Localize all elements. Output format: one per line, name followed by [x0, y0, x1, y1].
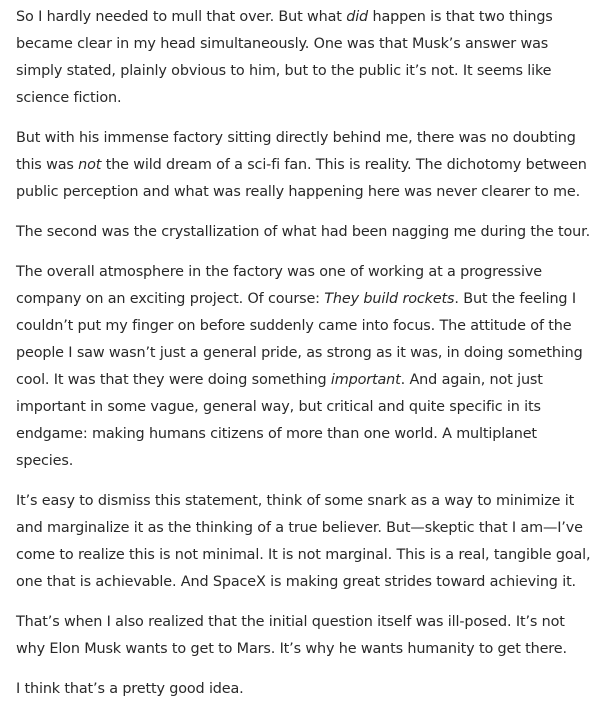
text-run: the wild dream of a sci-fi fan. This is reality. The dichotomy between public perception and what was really happening here was never clearer to me.	[16, 157, 587, 200]
emphasis-text: important	[330, 372, 401, 388]
emphasis-text: They build rockets	[324, 291, 455, 307]
emphasis-text: not	[78, 157, 102, 173]
text-run: But with his immense factory sitting directly behind me, there was no doubting this was	[16, 130, 576, 173]
text-run: The overall atmosphere in the factory was one of working at a progressive company on an exciting project. Of course:	[16, 264, 542, 307]
paragraph-1	[16, 4, 594, 112]
text-run: The second was the crystallization of what had been nagging me during the tour.	[16, 224, 591, 240]
paragraph-4	[16, 259, 594, 475]
text-run: happen is that two things became clear in my head simultaneously. One was that Musk’s answer was simply stated, plainly obvious to him, but to the public it’s not. It seems like science fiction.	[16, 9, 553, 106]
text-run: That’s when I also realized that the initial question itself was ill-posed. It’s not why Elon Musk wants to get to Mars. It’s why he wants humanity to get there.	[16, 614, 567, 657]
paragraph-7	[16, 676, 594, 703]
paragraph-6	[16, 609, 594, 663]
text-run: . And again, not just important in some vague, general way, but critical and quite specific in its endgame: making humans citizens of more than one world. A multiplanet species.	[16, 372, 543, 469]
paragraph-2	[16, 125, 594, 206]
text-run: I think that’s a pretty good idea.	[16, 681, 244, 697]
paragraph-3	[16, 219, 594, 246]
text-run: So I hardly needed to mull that over. But what	[16, 9, 347, 25]
emphasis-text: did	[346, 9, 369, 25]
paragraph-5	[16, 488, 594, 596]
text-run: It’s easy to dismiss this statement, think of some snark as a way to minimize it and marginalize it as the thinking of a true believer. But—skeptic that I am—I’ve come to realize this is not minimal. It is not marginal. This is a real, tangible goal, one that is achievable. And SpaceX is making great strides toward achieving it.	[16, 493, 591, 590]
text-run: . But the feeling I couldn’t put my finger on before suddenly came into focus. The attitude of the people I saw wasn’t just a general pride, as strong as it was, in doing something cool. It was that they were doing something	[16, 291, 583, 388]
